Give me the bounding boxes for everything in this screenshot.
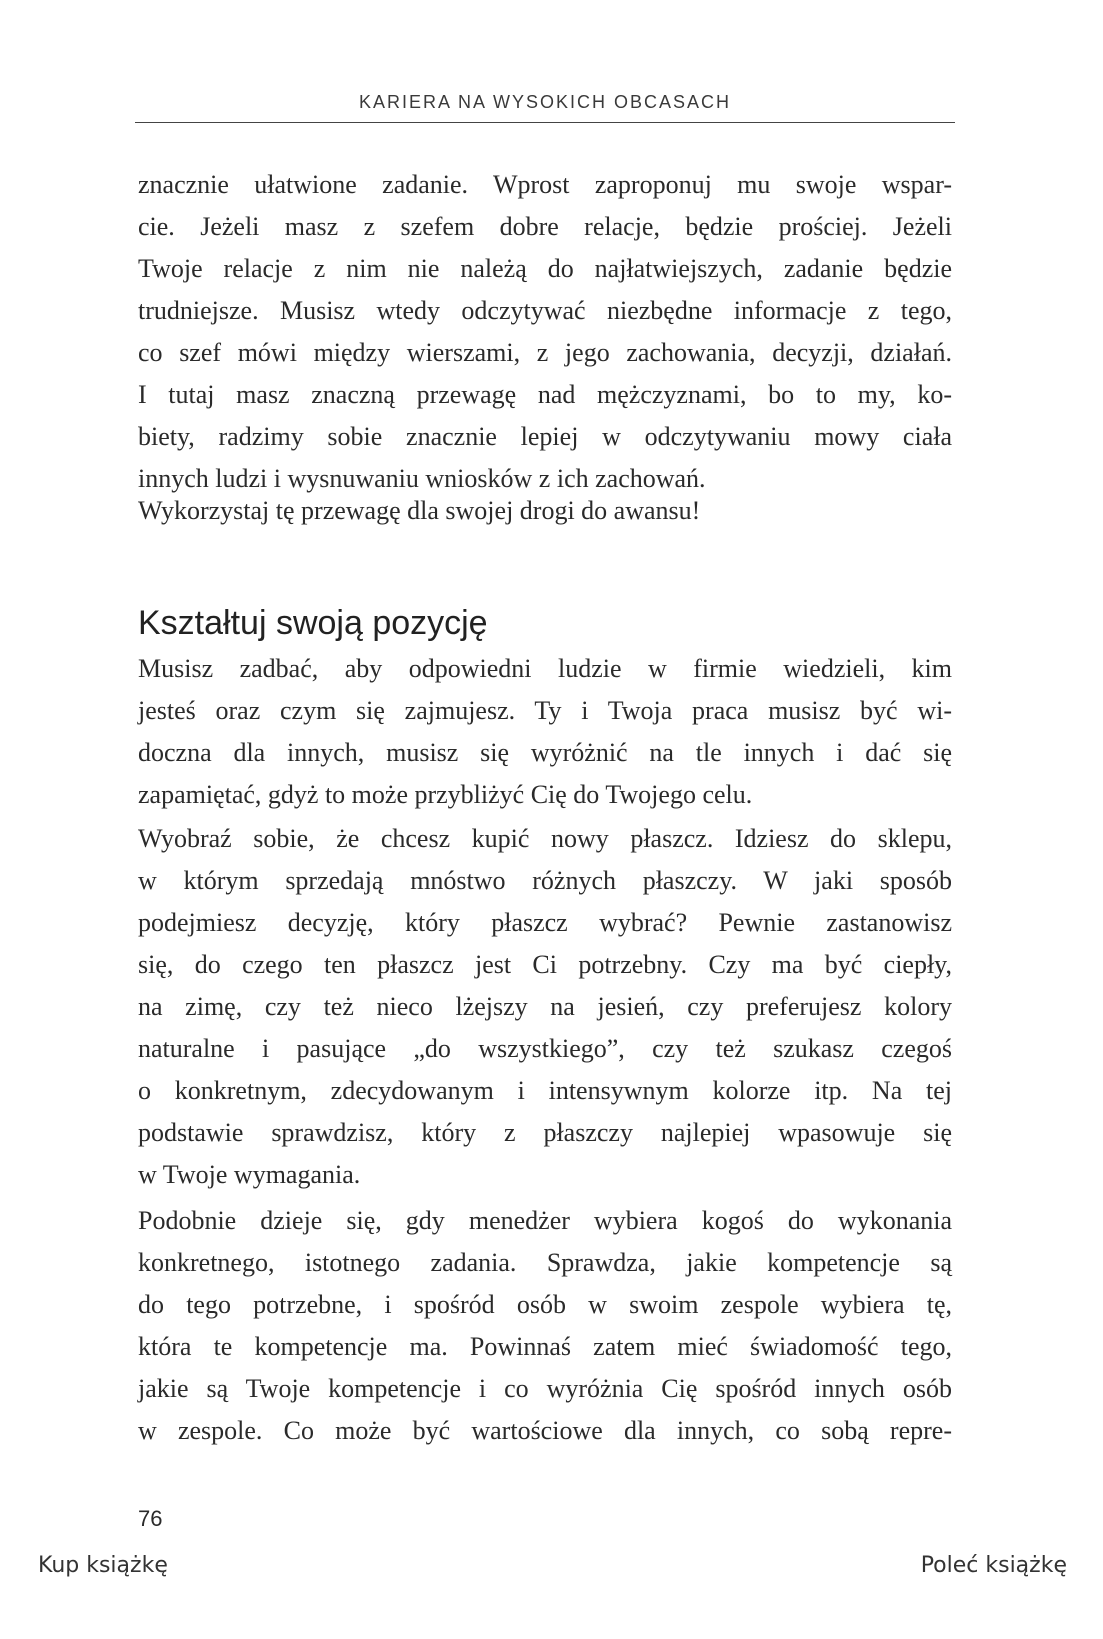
text-line: podejmiesz decyzję, który płaszcz wybrać? Pewnie zastanowisz — [138, 908, 952, 937]
text-line: podstawie sprawdzisz, który z płaszczy najlepiej wpasowuje się — [138, 1118, 952, 1147]
text-line: Twoje relacje z nim nie należą do najłatwiejszych, zadanie będzie — [138, 254, 952, 283]
text-line: jakie są Twoje kompetencje i co wyróżnia Cię spośród innych osób — [138, 1374, 952, 1403]
paragraph-2 — [138, 490, 952, 532]
text-line: doczna dla innych, musisz się wyróżnić na tle innych i dać się — [138, 738, 952, 767]
text-line: do tego potrzebne, i spośród osób w swoim zespole wybiera tę, — [138, 1290, 952, 1319]
text-line: Musisz zadbać, aby odpowiedni ludzie w firmie wiedzieli, kim — [138, 654, 952, 683]
section-heading: Kształtuj swoją pozycję — [138, 604, 488, 642]
text-line: biety, radzimy sobie znacznie lepiej w odczytywaniu mowy ciała — [138, 422, 952, 451]
buy-book-link[interactable]: Kup książkę — [38, 1553, 168, 1578]
header-rule — [135, 122, 955, 123]
text-line: naturalne i pasujące „do wszystkiego”, czy też szukasz czegoś — [138, 1034, 952, 1063]
text-line: w zespole. Co może być wartościowe dla innych, co sobą repre- — [138, 1416, 952, 1445]
text-line: jesteś oraz czym się zajmujesz. Ty i Twoja praca musisz być wi- — [138, 696, 952, 725]
text-line: zapamiętać, gdyż to może przybliżyć Cię do Twojego celu. — [138, 780, 753, 809]
text-line: w Twoje wymagania. — [138, 1160, 361, 1189]
text-line: się, do czego ten płaszcz jest Ci potrzebny. Czy ma być ciepły, — [138, 950, 952, 979]
page-number: 76 — [138, 1506, 163, 1531]
text-line: cie. Jeżeli masz z szefem dobre relacje, będzie prościej. Jeżeli — [138, 212, 952, 241]
running-header-title: KARIERA NA WYSOKICH OBCASACH — [358, 92, 732, 112]
text-line: konkretnego, istotnego zadania. Sprawdza, jakie kompetencje są — [138, 1248, 952, 1277]
text-line: która te kompetencje ma. Powinnaś zatem mieć świadomość tego, — [138, 1332, 952, 1361]
text-line: Wyobraź sobie, że chcesz kupić nowy płaszcz. Idziesz do sklepu, — [138, 824, 952, 853]
text-line: na zimę, czy też nieco lżejszy na jesień, czy preferujesz kolory — [138, 992, 952, 1021]
text-line: Podobnie dzieje się, gdy menedżer wybiera kogoś do wykonania — [138, 1206, 952, 1235]
paragraph-1 — [138, 164, 952, 500]
text-line: innych ludzi i wysnuwaniu wniosków z ich zachowań. — [138, 464, 706, 493]
text-line: Wykorzystaj tę przewagę dla swojej drogi do awansu! — [138, 496, 701, 525]
recommend-book-link[interactable]: Poleć książkę — [920, 1553, 1067, 1578]
paragraph-4 — [138, 818, 952, 1196]
text-line: I tutaj masz znaczną przewagę nad mężczyznami, bo to my, ko- — [138, 380, 952, 409]
paragraph-3 — [138, 648, 952, 816]
text-line: w którym sprzedają mnóstwo różnych płaszczy. W jaki sposób — [138, 866, 952, 895]
text-line: o konkretnym, zdecydowanym i intensywnym kolorze itp. Na tej — [138, 1076, 952, 1105]
text-line: znacznie ułatwione zadanie. Wprost zaproponuj mu swoje wspar- — [138, 170, 952, 199]
paragraph-5 — [138, 1200, 952, 1452]
text-line: co szef mówi między wierszami, z jego zachowania, decyzji, działań. — [138, 338, 952, 367]
text-line: trudniejsze. Musisz wtedy odczytywać niezbędne informacje z tego, — [138, 296, 952, 325]
